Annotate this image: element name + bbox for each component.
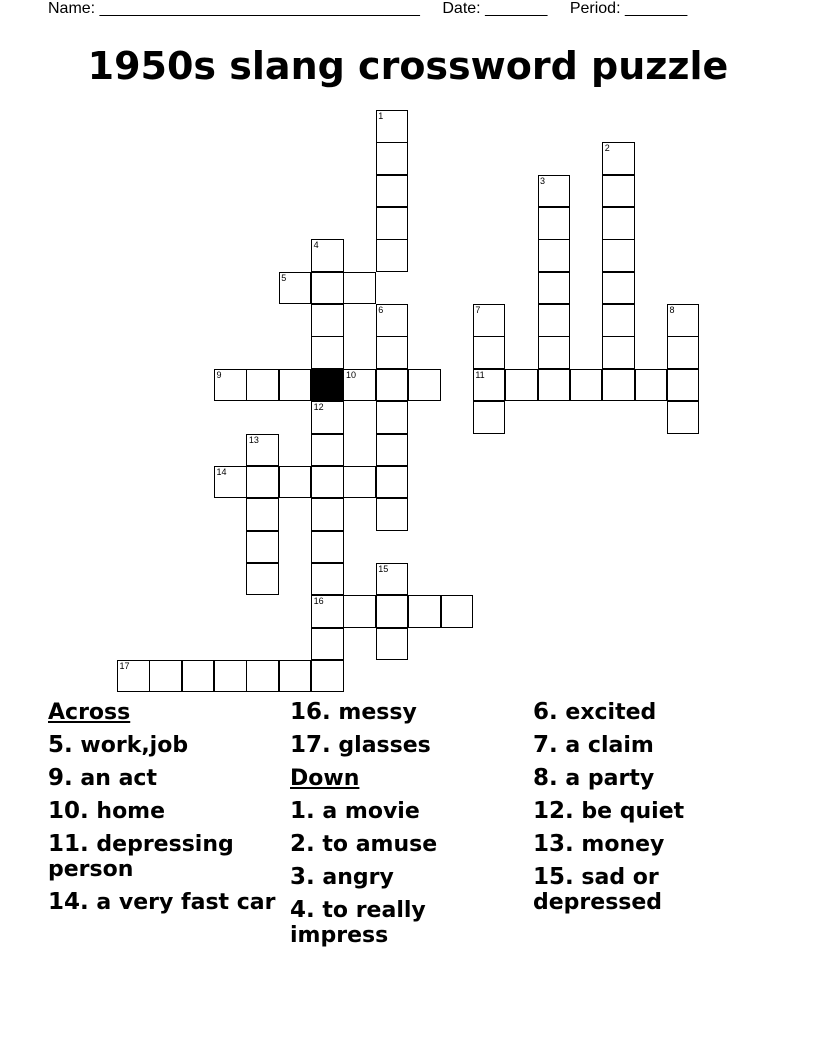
grid-cell[interactable] bbox=[246, 466, 279, 499]
clue-item-number: 2. bbox=[290, 831, 315, 857]
grid-cell[interactable] bbox=[376, 110, 409, 143]
clue-item-number: 4. bbox=[290, 897, 315, 923]
clue-item-text: a claim bbox=[557, 733, 654, 758]
grid-cell[interactable] bbox=[376, 628, 409, 661]
date-line: Date: _______ bbox=[442, 0, 548, 17]
grid-cell[interactable] bbox=[376, 401, 409, 434]
clue-column-1 bbox=[48, 700, 278, 923]
grid-cell[interactable] bbox=[311, 660, 344, 693]
grid-cell[interactable] bbox=[246, 434, 279, 467]
clue-number: 9 bbox=[216, 369, 222, 380]
clue-number: 14 bbox=[216, 466, 227, 477]
clue-item bbox=[290, 898, 520, 948]
grid-cell[interactable] bbox=[602, 369, 635, 402]
clue-item bbox=[533, 799, 763, 824]
clue-item-text: be quiet bbox=[573, 799, 685, 824]
clue-item bbox=[533, 766, 763, 791]
clue-item-number: 7. bbox=[533, 732, 558, 758]
grid-cell[interactable] bbox=[538, 239, 571, 272]
grid-cell[interactable] bbox=[602, 239, 635, 272]
grid-cell[interactable] bbox=[246, 660, 279, 693]
grid-cell[interactable] bbox=[279, 660, 312, 693]
grid-cell[interactable] bbox=[570, 369, 603, 402]
clue-item-text: a very fast car bbox=[88, 890, 276, 915]
period-line: Period: _______ bbox=[569, 0, 688, 17]
grid-cell[interactable] bbox=[246, 531, 279, 564]
grid-cell[interactable] bbox=[473, 369, 506, 402]
clue-number: 6 bbox=[378, 305, 384, 316]
clue-item-number: 1. bbox=[290, 798, 315, 824]
clue-item-text: excited bbox=[557, 700, 657, 725]
clue-item-text: messy bbox=[330, 700, 417, 725]
grid-cell[interactable] bbox=[376, 175, 409, 208]
grid-cell[interactable] bbox=[667, 336, 700, 369]
grid-cell[interactable] bbox=[376, 239, 409, 272]
grid-cell[interactable] bbox=[538, 369, 571, 402]
grid-cell[interactable] bbox=[376, 304, 409, 337]
clue-item-number: 6. bbox=[533, 699, 558, 725]
grid-cell[interactable] bbox=[311, 272, 344, 305]
clue-item-text: a party bbox=[557, 766, 655, 791]
grid-cell[interactable] bbox=[311, 498, 344, 531]
grid-cell[interactable] bbox=[376, 595, 409, 628]
grid-cell[interactable] bbox=[667, 369, 700, 402]
grid-cell[interactable] bbox=[376, 434, 409, 467]
clue-item bbox=[48, 832, 278, 882]
grid-cell[interactable] bbox=[311, 595, 344, 628]
clue-number: 16 bbox=[313, 596, 324, 607]
clue-item bbox=[48, 766, 278, 791]
clue-item-text: a movie bbox=[314, 799, 420, 824]
clue-item bbox=[533, 832, 763, 857]
clue-item-number: 10. bbox=[48, 798, 89, 824]
grid-cell[interactable] bbox=[311, 336, 344, 369]
clue-item-text: work,job bbox=[72, 733, 189, 758]
clue-item-text: to amuse bbox=[314, 832, 438, 857]
grid-cell[interactable] bbox=[538, 304, 571, 337]
grid-cell[interactable] bbox=[246, 498, 279, 531]
across-clue-list-continued bbox=[290, 700, 520, 758]
grid-cell[interactable] bbox=[408, 369, 441, 402]
grid-cell[interactable] bbox=[602, 175, 635, 208]
grid-cell[interactable] bbox=[311, 628, 344, 661]
name-line: Name: ____________________________________ bbox=[48, 0, 420, 17]
grid-cell[interactable] bbox=[635, 369, 668, 402]
grid-cell[interactable] bbox=[602, 304, 635, 337]
grid-cell[interactable] bbox=[538, 336, 571, 369]
grid-cell[interactable] bbox=[602, 272, 635, 305]
clue-item bbox=[290, 799, 520, 824]
page-title: 1950s slang crossword puzzle bbox=[87, 44, 729, 88]
down-clue-list-continued bbox=[533, 700, 763, 915]
down-clue-list bbox=[290, 799, 520, 948]
clue-number: 17 bbox=[119, 660, 130, 671]
clue-item bbox=[290, 733, 520, 758]
clue-number: 12 bbox=[313, 402, 324, 413]
grid-cell[interactable] bbox=[311, 239, 344, 272]
grid-cell[interactable] bbox=[602, 142, 635, 175]
clue-item-text: to really impress bbox=[290, 898, 426, 948]
clue-item-number: 3. bbox=[290, 864, 315, 890]
grid-cell[interactable] bbox=[279, 272, 312, 305]
clue-number: 1 bbox=[378, 111, 384, 121]
down-heading: Down bbox=[290, 766, 360, 791]
grid-cell[interactable] bbox=[376, 207, 409, 240]
clue-item-number: 9. bbox=[48, 765, 73, 791]
clue-number: 5 bbox=[281, 272, 287, 283]
clue-number: 13 bbox=[248, 434, 259, 445]
grid-cell[interactable] bbox=[311, 466, 344, 499]
clue-item bbox=[533, 865, 763, 915]
clue-column-2 bbox=[290, 700, 520, 956]
grid-cell[interactable] bbox=[667, 401, 700, 434]
clue-column-3 bbox=[533, 700, 763, 923]
clue-item-text: sad or depressed bbox=[533, 865, 663, 915]
grid-cell[interactable] bbox=[311, 563, 344, 596]
grid-cell[interactable] bbox=[505, 369, 538, 402]
clue-number: 10 bbox=[345, 369, 356, 380]
clue-item-text: home bbox=[88, 799, 166, 824]
clue-number: 2 bbox=[604, 143, 610, 154]
grid-cell[interactable] bbox=[246, 369, 279, 402]
grid-cell[interactable] bbox=[311, 434, 344, 467]
clue-item bbox=[48, 799, 278, 824]
clue-number: 7 bbox=[475, 305, 481, 316]
clue-item bbox=[533, 700, 763, 725]
grid-cell[interactable] bbox=[343, 595, 376, 628]
clue-item bbox=[48, 733, 278, 758]
grid-cell[interactable] bbox=[376, 142, 409, 175]
clue-item-text: an act bbox=[72, 766, 157, 791]
clue-item bbox=[290, 865, 520, 890]
clue-item-number: 15. bbox=[533, 864, 574, 890]
clue-number: 3 bbox=[540, 175, 546, 186]
grid-cell[interactable] bbox=[343, 466, 376, 499]
grid-cell[interactable] bbox=[246, 563, 279, 596]
clue-number: 8 bbox=[669, 305, 675, 316]
clue-number: 11 bbox=[475, 369, 485, 380]
across-clue-list bbox=[48, 733, 278, 915]
grid-cell[interactable] bbox=[149, 660, 182, 693]
clue-item bbox=[533, 733, 763, 758]
grid-cell[interactable] bbox=[376, 336, 409, 369]
grid-cell[interactable] bbox=[214, 466, 247, 499]
grid-cell[interactable] bbox=[473, 304, 506, 337]
clue-item-number: 12. bbox=[533, 798, 574, 824]
grid-cell[interactable] bbox=[441, 595, 474, 628]
black-square bbox=[311, 369, 344, 402]
grid-cell[interactable] bbox=[538, 175, 571, 208]
grid-cell[interactable] bbox=[667, 304, 700, 337]
grid-cell[interactable] bbox=[473, 336, 506, 369]
grid-cell[interactable] bbox=[214, 660, 247, 693]
grid-cell[interactable] bbox=[117, 660, 150, 693]
grid-cell[interactable] bbox=[376, 369, 409, 402]
grid-cell[interactable] bbox=[408, 595, 441, 628]
clue-number: 4 bbox=[313, 240, 319, 251]
clue-item-number: 11. bbox=[48, 831, 89, 857]
clue-item-text: depressing person bbox=[48, 832, 234, 882]
clue-item-number: 8. bbox=[533, 765, 558, 791]
across-heading: Across bbox=[48, 700, 131, 725]
grid-cell[interactable] bbox=[311, 401, 344, 434]
clue-item-number: 17. bbox=[290, 732, 331, 758]
grid-cell[interactable] bbox=[343, 272, 376, 305]
clue-item-text: glasses bbox=[330, 733, 431, 758]
clue-number: 15 bbox=[378, 563, 389, 574]
grid-cell[interactable] bbox=[473, 401, 506, 434]
grid-cell[interactable] bbox=[538, 272, 571, 305]
clue-item-text: money bbox=[573, 832, 665, 857]
grid-cell[interactable] bbox=[376, 498, 409, 531]
grid-cell[interactable] bbox=[602, 336, 635, 369]
clue-item-number: 5. bbox=[48, 732, 73, 758]
grid-cell[interactable] bbox=[182, 660, 215, 693]
grid-cell[interactable] bbox=[311, 531, 344, 564]
grid-cell[interactable] bbox=[538, 207, 571, 240]
clue-item bbox=[290, 700, 520, 725]
grid-cell[interactable] bbox=[376, 563, 409, 596]
grid-cell[interactable] bbox=[343, 369, 376, 402]
clue-item-number: 13. bbox=[533, 831, 574, 857]
clue-item-number: 14. bbox=[48, 889, 89, 915]
grid-cell[interactable] bbox=[311, 304, 344, 337]
clue-item-number: 16. bbox=[290, 699, 331, 725]
grid-cell[interactable] bbox=[602, 207, 635, 240]
grid-cell[interactable] bbox=[214, 369, 247, 402]
grid-cell[interactable] bbox=[376, 466, 409, 499]
clue-item-text: angry bbox=[314, 865, 394, 890]
grid-cell[interactable] bbox=[279, 369, 312, 402]
clue-item bbox=[290, 832, 520, 857]
clue-item bbox=[48, 890, 278, 915]
grid-cell[interactable] bbox=[279, 466, 312, 499]
